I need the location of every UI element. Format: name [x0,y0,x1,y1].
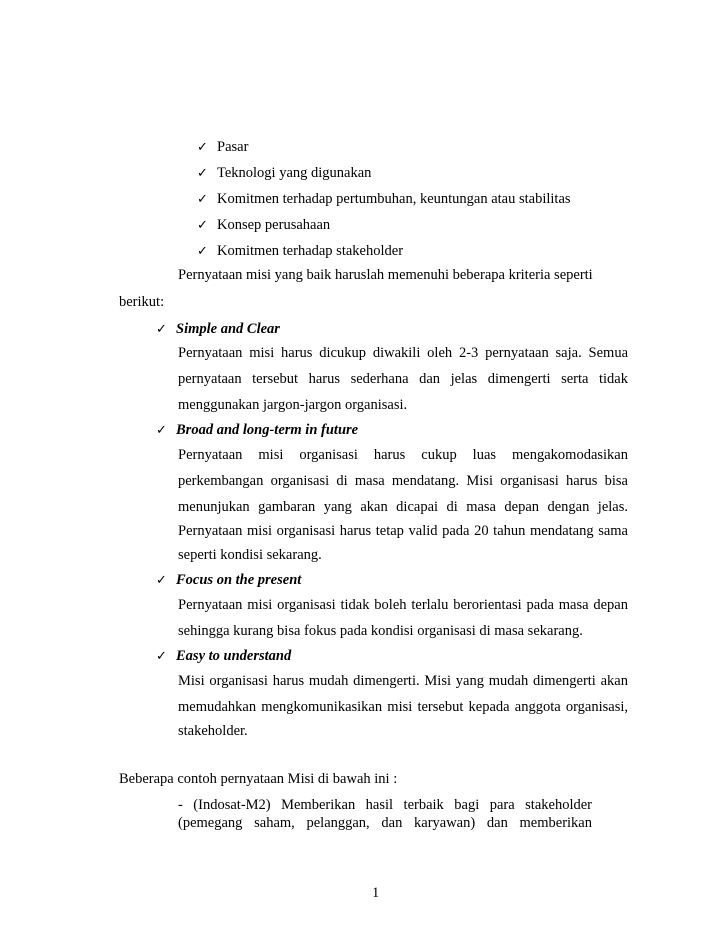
paragraph-line: Misi organisasi harus mudah dimengerti. Misi yang mudah dimengerti akan [178,673,628,689]
examples-heading: Beberapa contoh pernyataan Misi di bawah ini : [119,771,398,787]
paragraph-line: Pernyataan misi harus dicukup diwakili oleh 2-3 pernyataan saja. Semua [178,345,628,361]
example-line: (pemegang saham, pelanggan, dan karyawan) dan memberikan [178,815,592,831]
paragraph-line: menunjukan gambaran yang akan dicapai di masa depan dengan jelas. [178,499,628,515]
paragraph-line: stakeholder. [178,723,248,739]
checkmark-icon: ✓ [156,649,167,664]
criterion-heading: ✓ Focus on the present [156,572,302,588]
list-item: ✓ Konsep perusahaan [197,217,331,233]
list-item: ✓ Pasar [197,139,249,155]
checkmark-icon: ✓ [197,192,208,207]
criterion-heading: ✓ Easy to understand [156,648,292,664]
checkmark-icon: ✓ [197,140,208,155]
intro-line: berikut: [119,294,165,310]
example-line: - (Indosat-M2) Memberikan hasil terbaik bagi para stakeholder [178,797,592,813]
list-item: ✓ Teknologi yang digunakan [197,165,372,181]
checkmark-icon: ✓ [156,573,167,588]
criterion-heading: ✓ Broad and long-term in future [156,422,359,438]
intro-line: Pernyataan misi yang baik haruslah memenuhi beberapa kriteria seperti [178,267,593,283]
paragraph-line: perkembangan organisasi di masa mendatang. Misi organisasi harus bisa [178,473,628,489]
checkmark-icon: ✓ [197,166,208,181]
criterion-heading: ✓ Simple and Clear [156,321,280,337]
paragraph-line: Pernyataan misi organisasi harus cukup luas mengakomodasikan [178,447,628,463]
paragraph-line: pernyataan tersebut harus sederhana dan jelas dimengerti serta tidak [178,371,628,387]
paragraph-line: memudahkan mengkomunikasikan misi tersebut kepada anggota organisasi, [178,699,628,715]
list-item: ✓ Komitmen terhadap stakeholder [197,243,404,259]
paragraph-line: menggunakan jargon-jargon organisasi. [178,397,408,413]
checkmark-icon: ✓ [197,244,208,259]
paragraph-line: Pernyataan misi organisasi tidak boleh terlalu berorientasi pada masa depan [178,597,628,613]
list-item: ✓ Komitmen terhadap pertumbuhan, keuntungan atau stabilitas [197,191,571,207]
checkmark-icon: ✓ [156,322,167,337]
checkmark-icon: ✓ [197,218,208,233]
paragraph-line: Pernyataan misi organisasi harus tetap valid pada 20 tahun mendatang sama [178,523,628,539]
page-number: 1 [372,885,380,901]
paragraph-line: seperti kondisi sekarang. [178,547,322,563]
checkmark-icon: ✓ [156,423,167,438]
paragraph-line: sehingga kurang bisa fokus pada kondisi organisasi di masa sekarang. [178,623,583,639]
